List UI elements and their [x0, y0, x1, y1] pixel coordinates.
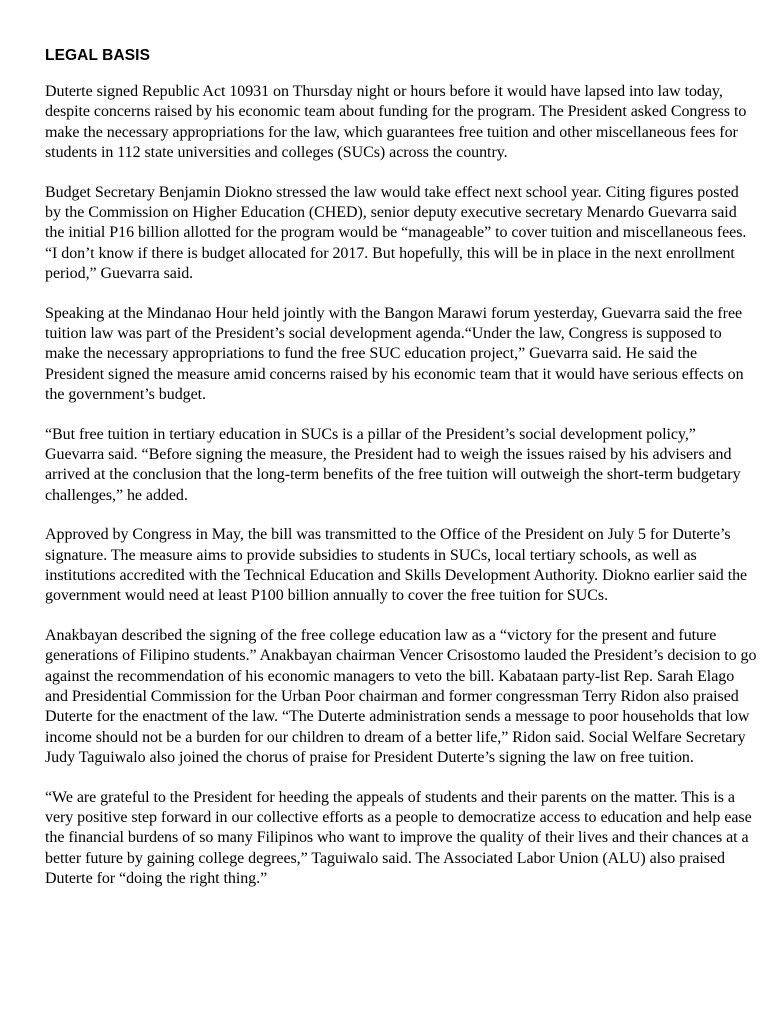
paragraph-4: “But free tuition in tertiary education in SUCs is a pillar of the President’s social development policy,” Guevarra said. “Before signing the measure, the President had to weigh the issues raised by his advisers and arrived at the conclusion that the long-term benefits of the free tuition will outweigh the short-term budgetary challenges,” he added.	[45, 425, 741, 504]
paragraph-3: Speaking at the Mindanao Hour held jointly with the Bangon Marawi forum yesterday, Guevarra said the free tuition law was part of the President’s social development agenda.“Under the law, Congress is supposed to make the necessary appropriations to fund the free SUC education project,” Guevarra said. He said the President signed the measure amid concerns raised by his economic team that it would have serious effects on the government’s budget.	[45, 304, 744, 403]
paragraph-5: Approved by Congress in May, the bill was transmitted to the Office of the President on July 5 for Duterte’s signature. The measure aims to provide subsidies to students in SUCs, local tertiary schools, as well as institutions accredited with the Technical Education and Skills Development Authority. Diokno earlier said the government would need at least P100 billion annually to cover the free tuition for SUCs.	[45, 526, 748, 605]
paragraph-2: Budget Secretary Benjamin Diokno stressed the law would take effect next school year. Citing figures posted by the Commission on Higher Education (CHED), senior deputy executive secretary Menardo Guevarra said the initial P16 billion allotted for the program would be “manageable” to cover tuition and miscellaneous fees. “I don’t know if there is budget allocated for 2017. But hopefully, this will be in place in the next enrollment period,” Guevarra said.	[45, 183, 747, 282]
paragraph-6: Anakbayan described the signing of the free college education law as a “victory for the present and future generations of Filipino students.” Anakbayan chairman Vencer Crisostomo lauded the President’s decision to go against the recommendation of his economic managers to veto the bill. Kabataan party-list Rep. Sarah Elago and Presidential Commission for the Urban Poor chairman and former congressman Terry Ridon also praised Duterte for the enactment of the law. “The Duterte administration sends a message to poor households that low income should not be a burden for our children to dream of a better life,” Ridon said. Social Welfare Secretary Judy Taguiwalo also joined the chorus of praise for President Duterte’s signing the law on free tuition.	[45, 627, 757, 766]
paragraph-1: Duterte signed Republic Act 10931 on Thursday night or hours before it would have lapsed into law today, despite concerns raised by his economic team about funding for the program. The President asked Congress to make the necessary appropriations for the law, which guarantees free tuition and other miscellaneous fees for students in 112 state universities and colleges (SUCs) across the country.	[45, 83, 747, 161]
paragraph-7: “We are grateful to the President for heeding the appeals of students and their parents on the matter. This is a very positive step forward in our collective efforts as a people to democratize access to education and help ease the financial burdens of so many Filipinos who want to improve the quality of their lives and their chances at a better future by gaining college degrees,” Taguiwalo said. The Associated Labor Union (ALU) also praised Duterte for “doing the right thing.”	[45, 788, 752, 887]
document-page	[45, 46, 757, 909]
section-heading: LEGAL BASIS	[45, 47, 151, 64]
